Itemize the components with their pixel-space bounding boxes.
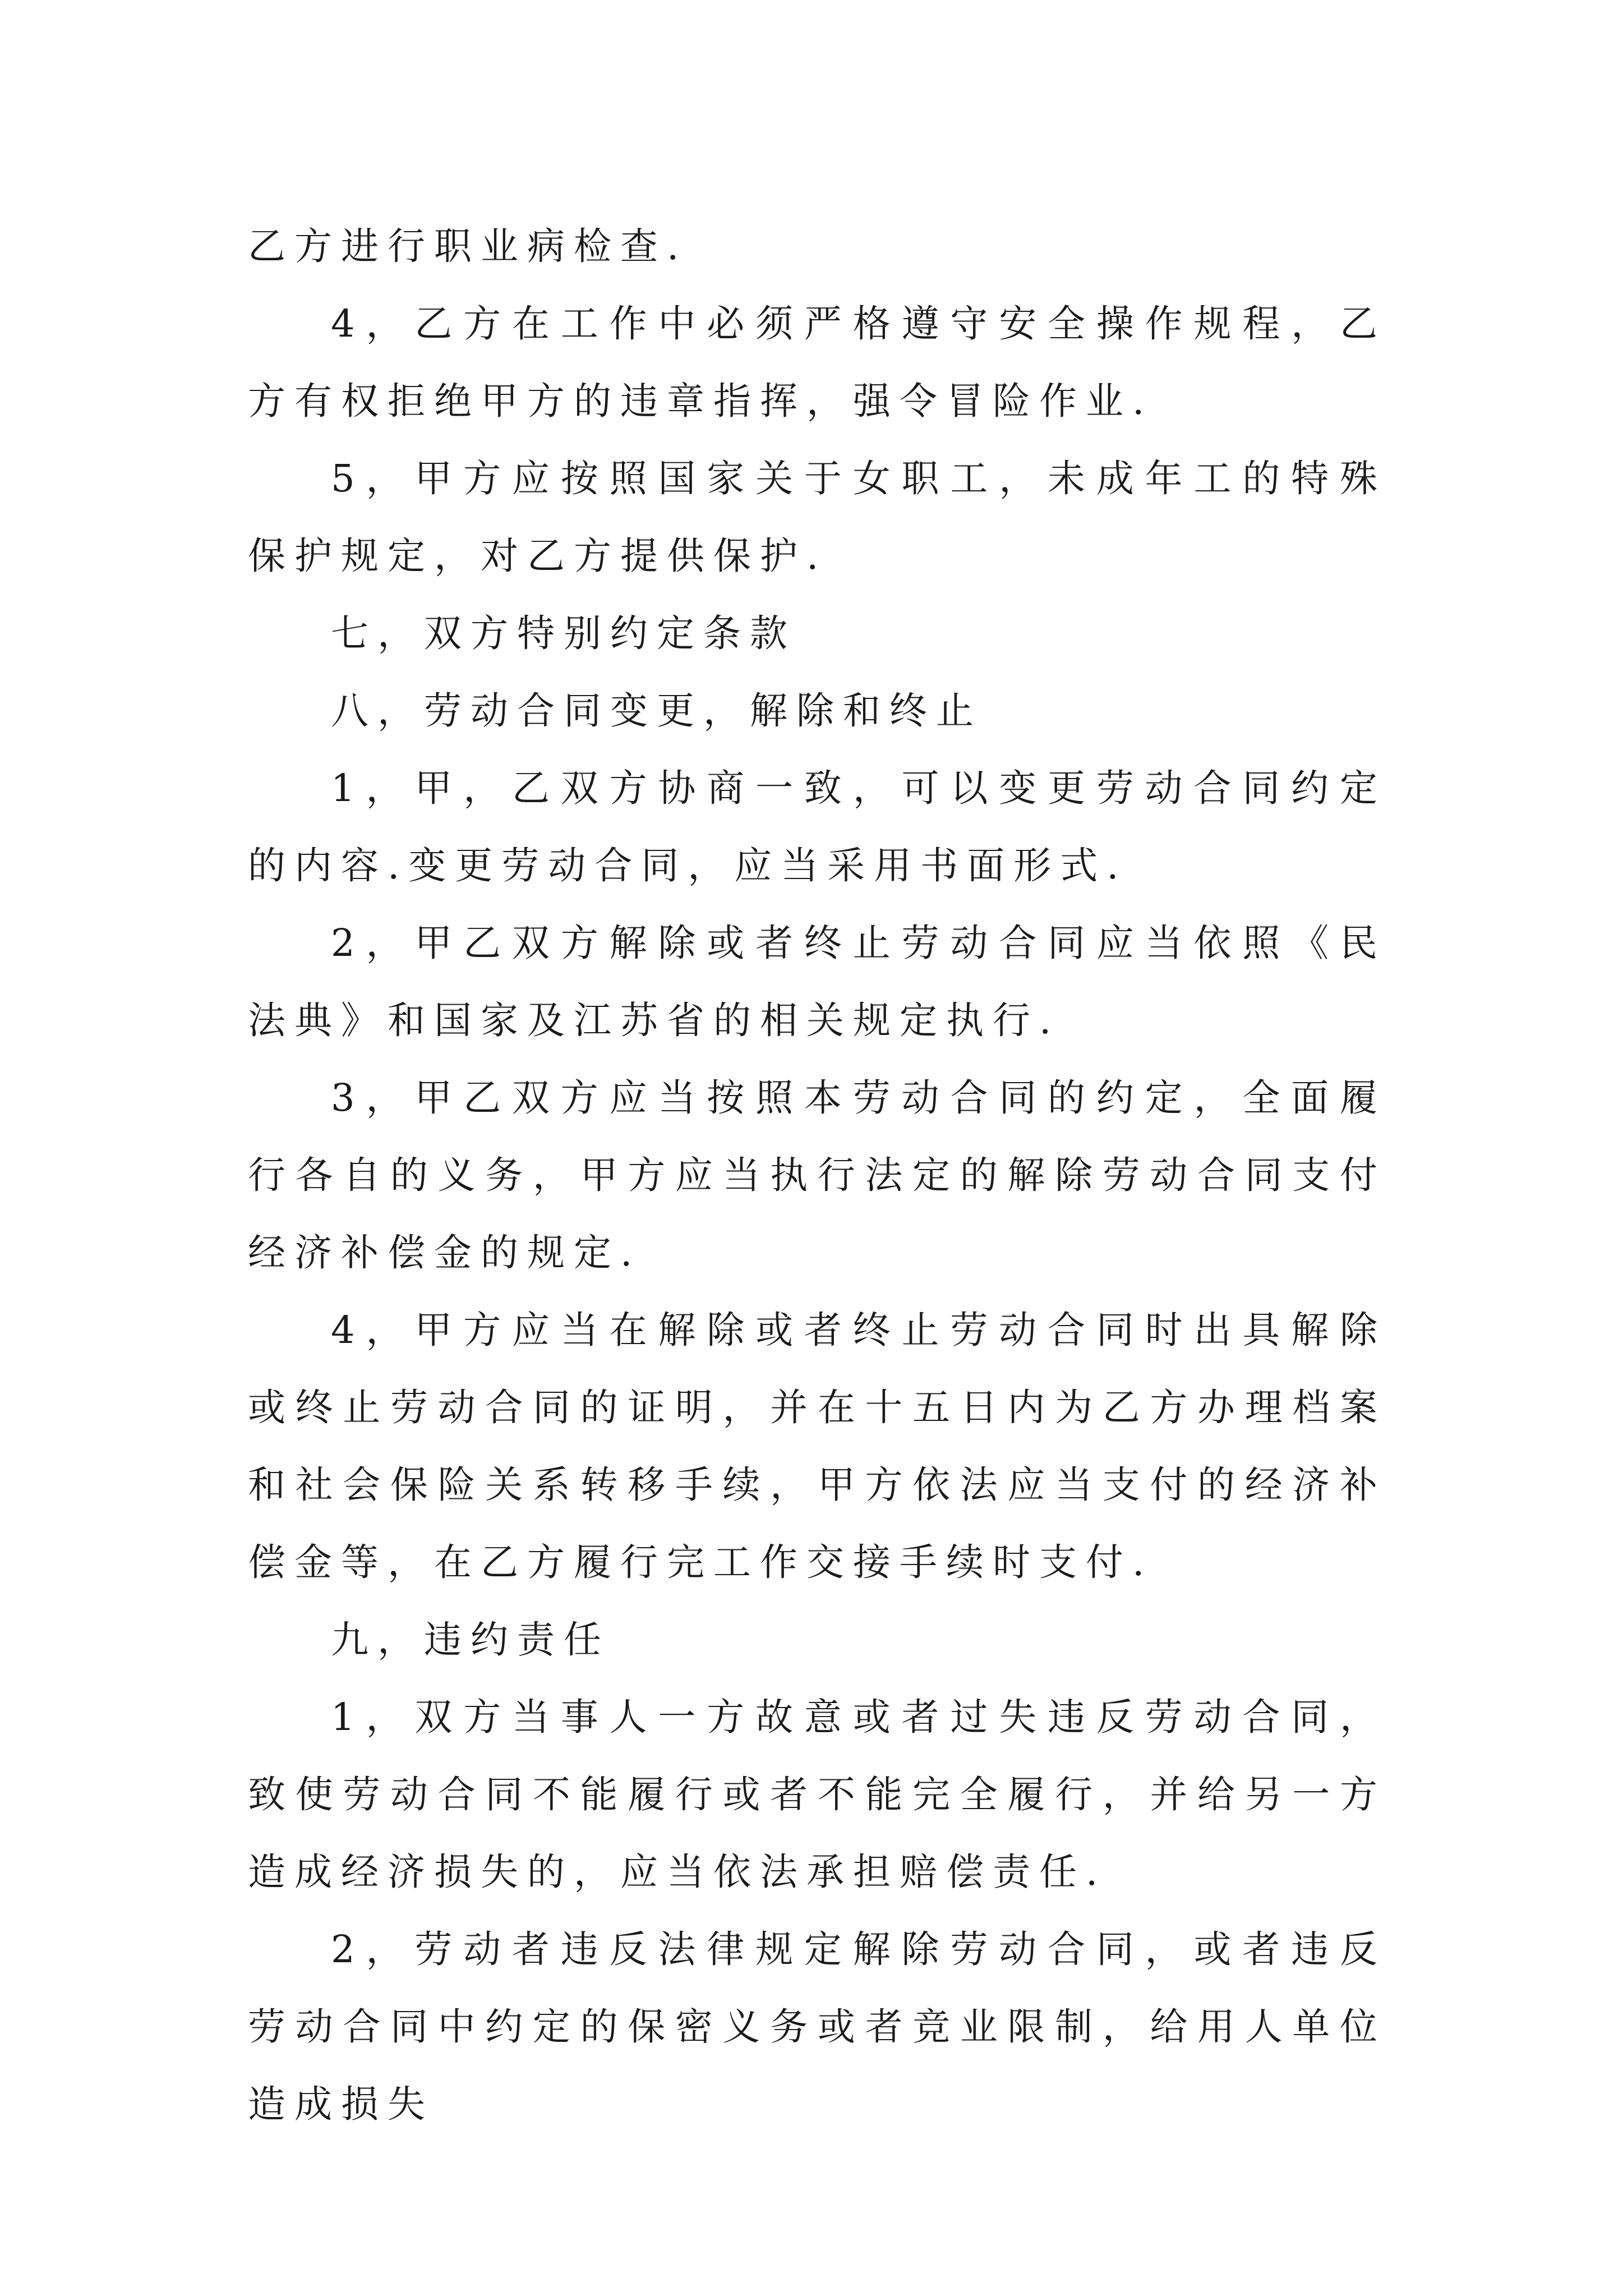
paragraph-clause-6-4: 4，乙方在工作中必须严格遵守安全操作规程，乙方有权拒绝甲方的违章指挥，强令冒险作业.	[248, 302, 1386, 423]
paragraph-clause-8-4: 4，甲方应当在解除或者终止劳动合同时出具解除或终止劳动合同的证明，并在十五日内为乙方办理档案和社会保险关系转移手续，甲方依法应当支付的经济补偿金等，在乙方履行完工作交接手续时支付.	[248, 1308, 1386, 1584]
paragraph-clause-9-2: 2，劳动者违反法律规定解除劳动合同，或者违反劳动合同中约定的保密义务或者竞业限制，给用人单位造成损失	[248, 1927, 1386, 2126]
contract-body	[248, 208, 1386, 2143]
section-heading-8: 八，劳动合同变更，解除和终止	[331, 689, 983, 733]
paragraph-clause-6-5: 5，甲方应按照国家关于女职工，未成年工的特殊保护规定，对乙方提供保护.	[248, 457, 1386, 578]
paragraph-clause-8-3: 3，甲乙双方应当按照本劳动合同的约定，全面履行各自的义务，甲方应当执行法定的解除劳动合同支付经济补偿金的规定.	[248, 1076, 1386, 1274]
paragraph-clause-8-1: 1，甲，乙双方协商一致，可以变更劳动合同约定的内容.变更劳动合同，应当采用书面形式.	[248, 766, 1386, 887]
section-heading-9: 九，违约责任	[331, 1618, 610, 1662]
paragraph-clause-8-2: 2，甲乙双方解除或者终止劳动合同应当依照《民法典》和国家及江苏省的相关规定执行.	[248, 921, 1386, 1042]
paragraph-continuation: 乙方进行职业病检查.	[248, 224, 688, 268]
paragraph-clause-9-1: 1，双方当事人一方故意或者过失违反劳动合同，致使劳动合同不能履行或者不能完全履行，并给另一方造成经济损失的，应当依法承担赔偿责任.	[248, 1695, 1386, 1894]
section-heading-7: 七，双方特别约定条款	[331, 611, 796, 655]
